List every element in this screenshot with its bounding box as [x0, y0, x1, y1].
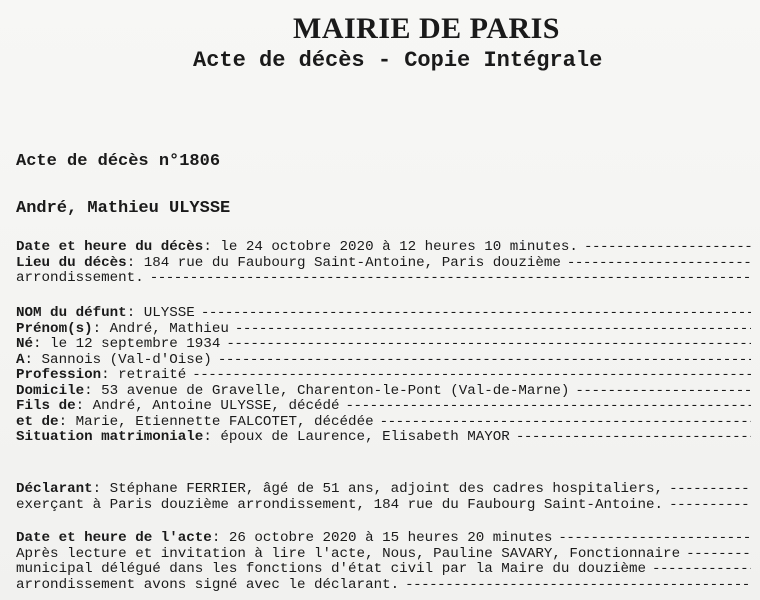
- death-place-line: [16, 256, 751, 272]
- death-date-label: Date et heure du décès: [16, 240, 204, 255]
- declarant-value-2: exerçant à Paris douzième arrondissement, 184 rue du Faubourg Saint-Antoine.: [16, 497, 664, 513]
- et-de-value: : Marie, Etiennette FALCOTET, décédée: [58, 414, 374, 430]
- act-date-value: : 26 octobre 2020 à 15 heures 20 minutes: [211, 531, 553, 546]
- act-text-1: Après lecture et invitation à lire l'acte, Nous, Pauline SAVARY, Fonctionnaire: [16, 546, 681, 562]
- prenom-label: Prénom(s): [16, 321, 93, 337]
- fils-line: [16, 399, 751, 415]
- situation-value: : époux de Laurence, Elisabeth MAYOR: [203, 430, 510, 445]
- dash-filler: [235, 322, 751, 338]
- act-text-3: arrondissement avons signé avec le déclarant.: [16, 577, 400, 593]
- dash-filler: [575, 384, 751, 400]
- dash-filler: [380, 415, 751, 431]
- act-date-label: Date et heure de l'acte: [16, 531, 212, 546]
- dash-filler: [405, 578, 751, 594]
- domicile-line: [16, 384, 751, 400]
- deceased-section: [16, 306, 751, 446]
- situation-label: Situation matrimoniale: [16, 430, 204, 445]
- dash-filler: [686, 547, 751, 563]
- document-subtitle: Acte de décès - Copie Intégrale: [193, 48, 603, 73]
- nom-value: : ULYSSE: [126, 306, 195, 321]
- dash-filler: [201, 306, 751, 322]
- dash-filler: [346, 399, 751, 415]
- person-name: André, Mathieu ULYSSE: [16, 199, 231, 218]
- declarant-line-2: [16, 498, 751, 514]
- et-de-label: et de: [16, 414, 59, 430]
- nom-line: [16, 306, 751, 322]
- dash-filler: [669, 482, 751, 498]
- act-text-line-2: [16, 562, 751, 578]
- profession-label: Profession: [16, 368, 102, 383]
- death-place-label: Lieu du décès: [16, 255, 127, 271]
- fils-value: : André, Antoine ULYSSE, décédé: [75, 399, 340, 414]
- act-section: [16, 531, 751, 593]
- dash-filler: [218, 353, 751, 369]
- declarant-value: : Stéphane FERRIER, âgé de 51 ans, adjoint des cadres hospitaliers,: [92, 482, 664, 497]
- dash-filler: [516, 430, 751, 446]
- death-date-line: [16, 240, 751, 256]
- act-number: Acte de décès n°1806: [16, 152, 221, 171]
- dash-filler: [669, 498, 751, 514]
- ne-line: [16, 337, 751, 353]
- dash-filler: [652, 562, 751, 578]
- death-date-value: : le 24 octobre 2020 à 12 heures 10 minutes.: [203, 240, 578, 255]
- prenom-line: [16, 322, 751, 338]
- domicile-label: Domicile: [16, 383, 85, 399]
- declarant-section: [16, 482, 751, 513]
- ne-label: Né: [16, 337, 34, 352]
- profession-line: [16, 368, 751, 384]
- et-de-line: [16, 415, 751, 431]
- dash-filler: [584, 240, 751, 256]
- act-text-line-3: [16, 578, 751, 594]
- act-date-line: [16, 531, 751, 547]
- domicile-value: : 53 avenue de Gravelle, Charenton-le-Pont (Val-de-Marne): [84, 383, 570, 399]
- dash-filler: [558, 531, 751, 547]
- dash-filler: [567, 256, 751, 272]
- ne-value: : le 12 septembre 1934: [33, 337, 221, 352]
- nom-label: NOM du défunt: [16, 306, 127, 321]
- death-place-line-2: [16, 271, 751, 287]
- dash-filler: [226, 337, 751, 353]
- act-text-line-1: [16, 547, 751, 563]
- declarant-label: Déclarant: [16, 482, 93, 497]
- fils-label: Fils de: [16, 399, 76, 414]
- act-text-2: municipal délégué dans les fonctions d'état civil par la Maire du douzième: [16, 562, 647, 577]
- prenom-value: : André, Mathieu: [92, 321, 229, 337]
- dash-filler: [150, 271, 751, 287]
- death-section: [16, 240, 751, 287]
- declarant-line: [16, 482, 751, 498]
- death-place-value-2: arrondissement.: [16, 271, 144, 286]
- a-label: À: [16, 352, 25, 368]
- dash-filler: [192, 368, 751, 384]
- situation-line: [16, 430, 751, 446]
- profession-value: : retraité: [101, 368, 187, 383]
- document-title: MAIRIE DE PARIS: [293, 12, 560, 45]
- a-value: : Sannois (Val-d'Oise): [24, 352, 212, 368]
- death-place-value: : 184 rue du Faubourg Saint-Antoine, Paris douzième: [126, 255, 561, 271]
- a-line: [16, 353, 751, 369]
